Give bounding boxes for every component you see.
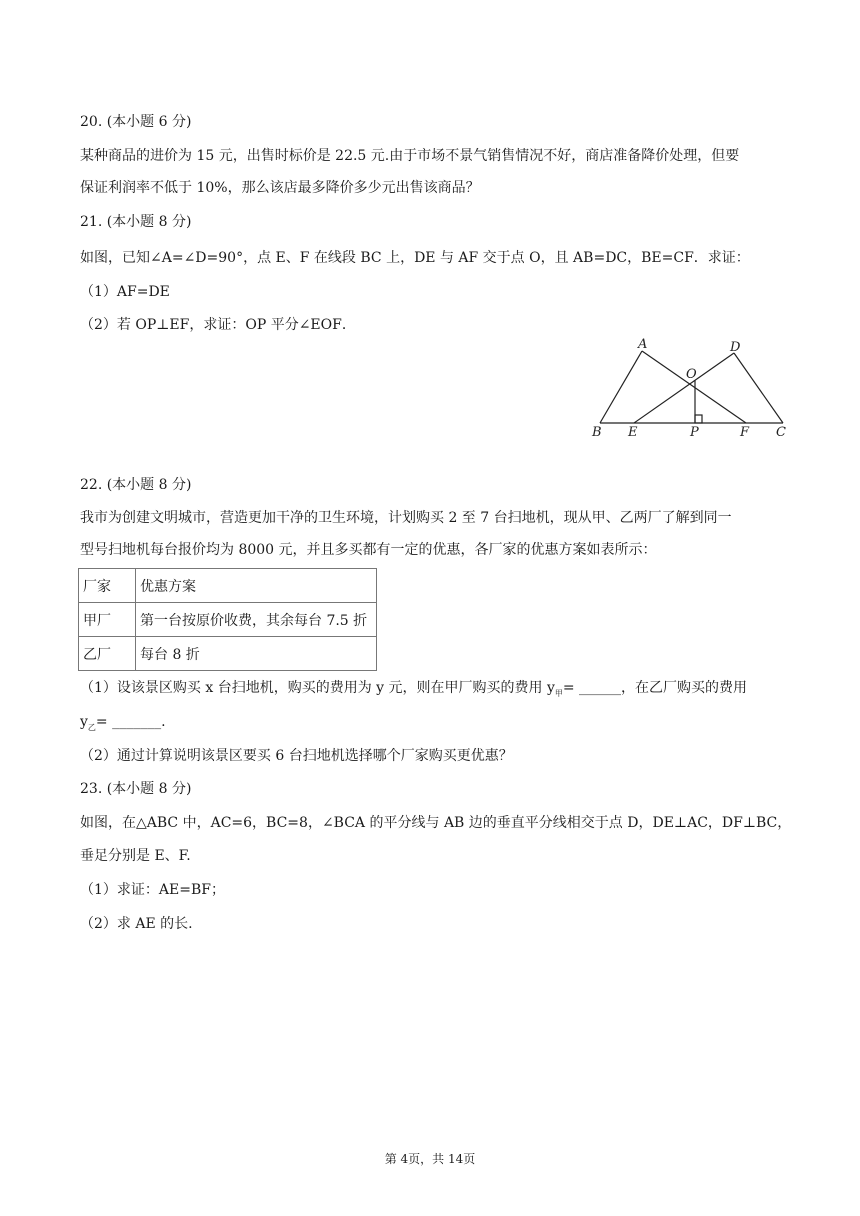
label-a: A — [638, 338, 648, 352]
q20-text-line1: 某种商品的进价为 15 元，出售时标价是 22.5 元.由于市场不景气销售情况不好，商店准备降价处理，但要 — [80, 148, 740, 164]
triangle-figure — [588, 338, 794, 442]
table-row — [79, 637, 377, 671]
q22-part1-text-a: （1）设该景区购买 x 台扫地机，购买的费用为 y 元，则在甲厂购买的费用 y — [80, 680, 555, 696]
q23-heading: 23. (本小题 8 分) — [80, 781, 192, 797]
table-row — [79, 603, 377, 637]
segment-dc — [734, 353, 783, 423]
q22-text-line2: 型号扫地机每台报价均为 8000 元，并且多买都有一定的优惠，各厂家的优惠方案如表所示： — [80, 542, 657, 558]
offers-table — [78, 568, 377, 671]
label-f: F — [740, 425, 750, 440]
q23-text-line2: 垂足分别是 E、F. — [80, 848, 191, 864]
segment-ab — [600, 351, 642, 423]
label-o: O — [686, 367, 697, 382]
q21-text-line1: 如图，已知∠A=∠D=90°，点 E、F 在线段 BC 上，DE 与 AF 交于点 O，且 AB=DC，BE=CF．求证： — [80, 250, 750, 266]
q22-heading: 22. (本小题 8 分) — [80, 477, 192, 493]
q21-heading: 21. (本小题 8 分) — [80, 214, 192, 230]
q22-part1-cont — [80, 712, 166, 738]
table-cell: 甲厂 — [79, 603, 136, 637]
table-cell: 每台 8 折 — [136, 637, 377, 671]
table-cell: 第一台按原价收费，其余每台 7.5 折 — [136, 603, 377, 637]
label-p: P — [690, 425, 699, 440]
table-header-row — [79, 569, 377, 603]
q22-part1-text-c: y — [80, 714, 88, 730]
q23-part1: （1）求证：AE=BF； — [80, 882, 225, 898]
label-c: C — [776, 425, 786, 440]
label-b: B — [592, 425, 602, 440]
q22-part1-text-d: = _______. — [95, 714, 166, 730]
q23-part2: （2）求 AE 的长. — [80, 916, 193, 932]
table-header-cell: 厂家 — [79, 569, 136, 603]
q21-part1: （1）AF=DE — [80, 284, 170, 300]
right-angle-mark — [695, 415, 702, 423]
q22-part2: （2）通过计算说明该景区要买 6 台扫地机选择哪个厂家购买更优惠？ — [80, 748, 513, 764]
q20-heading: 20. (本小题 6 分) — [80, 114, 192, 130]
label-e: E — [628, 425, 638, 440]
table-cell: 乙厂 — [79, 637, 136, 671]
q23-text-line1: 如图，在△ABC 中，AC=6，BC=8，∠BCA 的平分线与 AB 边的垂直平分线相交于点 D，DE⊥AC，DF⊥BC， — [80, 815, 792, 831]
page-footer: 第 4页，共 14页 — [384, 1152, 476, 1166]
segment-af — [642, 351, 746, 423]
q20-text-line2: 保证利润率不低于 10%，那么该店最多降价多少元出售该商品？ — [80, 180, 480, 196]
q22-part1 — [80, 678, 747, 704]
table-header-cell: 优惠方案 — [136, 569, 377, 603]
segment-ed — [634, 353, 734, 423]
q22-part1-text-b: = ______，在乙厂购买的费用 — [562, 680, 748, 696]
label-d: D — [730, 340, 741, 355]
q21-part2: （2）若 OP⊥EF，求证：OP 平分∠EOF． — [80, 317, 356, 333]
q22-part1-sub-yi: 乙 — [87, 722, 96, 732]
q22-part1-sub-jia: 甲 — [554, 688, 563, 698]
q22-text-line1: 我市为创建文明城市，营造更加干净的卫生环境，计划购买 2 至 7 台扫地机，现从甲、乙两厂了解到同一 — [80, 510, 732, 526]
